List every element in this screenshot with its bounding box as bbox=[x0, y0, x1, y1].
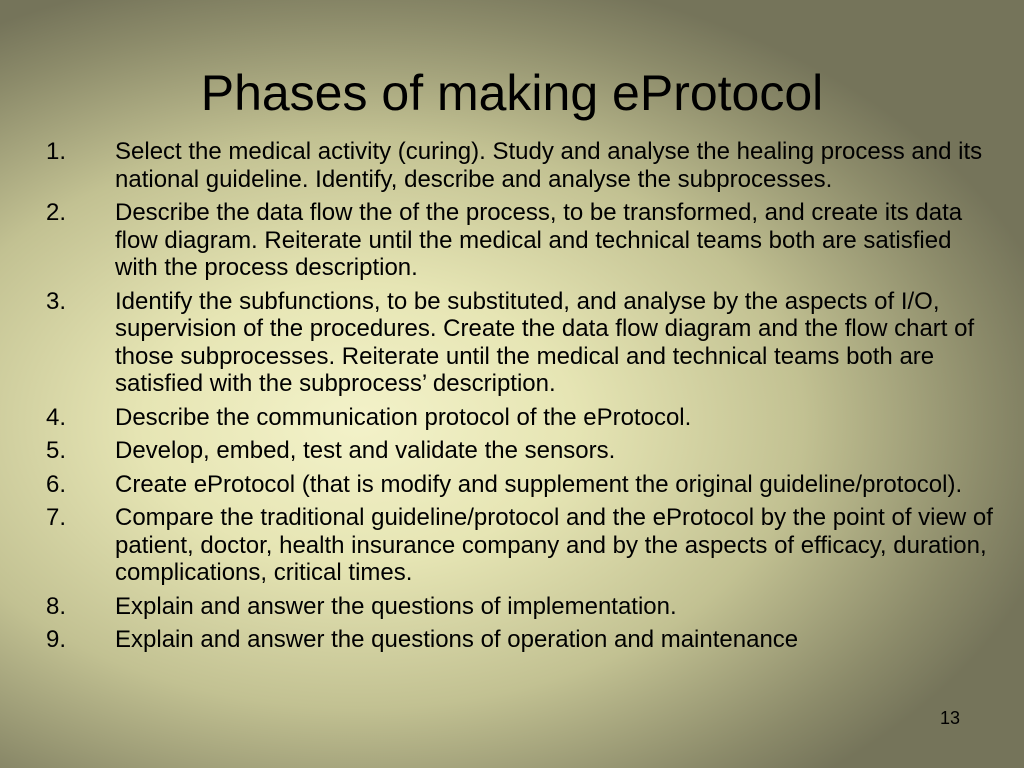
item-number: 2. bbox=[46, 199, 67, 226]
item-number: 8. bbox=[46, 592, 67, 620]
steps-list bbox=[46, 138, 996, 660]
item-text: Explain and answer the questions of operation and maintenance bbox=[115, 626, 799, 653]
item-number: 3. bbox=[46, 287, 67, 315]
item-text: Select the medical activity (curing). Study and analyse the healing process and its national guideline. Identify, describe and analyse the subprocesses. bbox=[115, 138, 983, 193]
list-item bbox=[46, 199, 996, 282]
item-number: 7. bbox=[46, 504, 67, 531]
item-text: Create eProtocol (that is modify and supplement the original guideline/protocol). bbox=[115, 470, 963, 498]
item-text: Identify the subfunctions, to be substituted, and analyse by the aspects of I/O, supervision of the procedures. Create the data flow diagram and the flow chart of those subprocesses. Reiterate until the medical and technical teams both are satisfied with the subprocess’ description. bbox=[115, 287, 975, 397]
list-item bbox=[46, 138, 996, 193]
list-item bbox=[46, 471, 996, 499]
list-item bbox=[46, 404, 996, 432]
slide-title: Phases of making eProtocol bbox=[200, 65, 824, 121]
item-text: Explain and answer the questions of implementation. bbox=[115, 592, 677, 620]
item-number: 4. bbox=[46, 403, 67, 431]
item-text: Describe the communication protocol of the eProtocol. bbox=[115, 403, 692, 431]
item-number: 1. bbox=[46, 138, 67, 165]
list-item bbox=[46, 626, 996, 654]
list-item bbox=[46, 437, 996, 465]
item-text: Describe the data flow the of the process, to be transformed, and create its data flow diagram. Reiterate until the medical and technical teams both are satisfied with the process description. bbox=[115, 199, 963, 281]
item-text: Compare the traditional guideline/protocol and the eProtocol by the point of view of patient, doctor, health insurance company and by the aspects of efficacy, duration, complications, critical times. bbox=[115, 504, 993, 586]
item-number: 5. bbox=[46, 437, 67, 464]
page-number: 13 bbox=[940, 708, 961, 728]
list-item bbox=[46, 593, 996, 621]
list-item bbox=[46, 288, 996, 398]
list-item bbox=[46, 504, 996, 587]
item-number: 9. bbox=[46, 626, 67, 653]
item-text: Develop, embed, test and validate the sensors. bbox=[115, 437, 616, 464]
item-number: 6. bbox=[46, 470, 67, 498]
